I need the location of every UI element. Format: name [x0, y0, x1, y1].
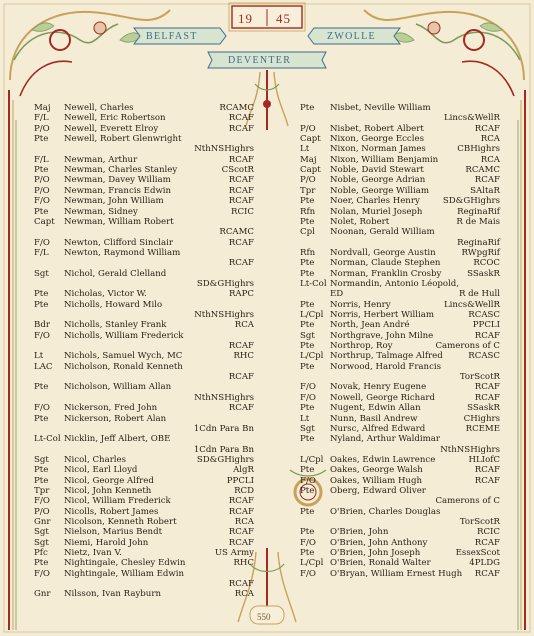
entry-rank: Sgt: [300, 423, 315, 434]
entry-unit: SAltaR: [470, 185, 500, 196]
entry-unit: SD&GHighrs: [442, 196, 500, 207]
entry-unit: SSaskR: [467, 268, 500, 279]
entry-name: Nicol, William Frederick: [64, 496, 171, 507]
entry-unit: RCAF: [228, 196, 254, 207]
entry-unit: ReginaRif: [457, 206, 500, 217]
entry-name: Newman, Sidney: [64, 206, 138, 217]
entry-name: Norman, Franklin Crosby: [330, 268, 442, 279]
entry-name: Nicholls, Stanley Frank: [64, 320, 167, 331]
entry-name: Norwood, Harold Francis: [330, 361, 442, 372]
entry-name: Nunn, Basil Andrew: [330, 413, 418, 424]
entry-name: O'Brien, John: [330, 527, 389, 538]
entry-unit: RCA: [234, 320, 254, 331]
entry-rank: Tpr: [300, 185, 316, 196]
entry-name: Nolan, Muriel Joseph: [330, 206, 423, 217]
entry-unit: RCA: [234, 517, 254, 527]
year-right: 45: [276, 11, 291, 26]
entry-name: Nicholls, William Frederick: [64, 330, 184, 341]
entry-unit: RCAF: [474, 382, 500, 393]
entry-rank: Maj: [300, 154, 317, 165]
entry-unit: RCAF: [474, 465, 500, 476]
entry-name: Normandin, Antonio Léopold,: [330, 278, 460, 289]
entry-unit: RCIC: [476, 527, 500, 538]
entry-rank: Bdr: [34, 320, 50, 331]
entry-unit: NthNSHighrs: [194, 392, 254, 403]
entry-rank: Pte: [300, 196, 315, 207]
roll-entry: [300, 435, 500, 445]
entry-unit: RCAF: [474, 175, 500, 186]
entry-rank: L/Cpl: [300, 351, 324, 362]
entry-unit: RCAF: [228, 496, 254, 507]
entry-unit: RCASC: [468, 351, 500, 362]
entry-name: Nicol, Charles: [64, 454, 127, 465]
entry-rank: Pte: [34, 165, 49, 176]
entry-rank: P/O: [34, 185, 50, 196]
entry-rank: Pte: [300, 527, 315, 538]
entry-name: Norman, Claude Stephen: [330, 258, 441, 269]
roll-entry: [34, 570, 254, 580]
entry-name: Nightingale, Chesley Edwin: [64, 558, 186, 569]
entry-unit: RCAF: [228, 506, 254, 517]
roll-entry: [34, 228, 254, 238]
entry-rank: P/O: [34, 123, 50, 134]
entry-name: Noble, George William: [330, 185, 429, 196]
entry-unit: R de Mais: [456, 216, 500, 227]
entry-rank: F/O: [34, 568, 50, 579]
entry-name: Nowell, George Richard: [330, 392, 435, 403]
year-left: 19: [238, 11, 253, 26]
entry-rank: Tpr: [34, 485, 50, 496]
entry-rank: Lt: [300, 144, 310, 155]
entry-name: Oakes, Edwin Lawrence: [330, 454, 436, 465]
entry-unit: CScotR: [221, 165, 254, 176]
entry-rank: LAC: [34, 361, 53, 372]
entry-rank: Capt: [34, 216, 55, 227]
entry-rank: Pte: [300, 361, 315, 372]
entry-name: Northrup, Talmage Alfred: [330, 351, 443, 362]
entry-unit: 4PLDG: [469, 558, 500, 569]
entry-rank: Maj: [34, 103, 51, 113]
entry-name: Nixon, George Eccles: [330, 134, 424, 145]
entry-unit: NthNSHighrs: [440, 444, 500, 455]
entry-name: Noble, George Adrian: [330, 175, 426, 186]
entry-rank: F/O: [34, 237, 50, 248]
entry-rank: P/O: [300, 175, 316, 186]
entry-unit: RCAF: [474, 330, 500, 341]
entry-unit: ReginaRif: [457, 237, 500, 248]
entry-rank: Gnr: [34, 589, 51, 600]
banner-city-right: ZWOLLE: [327, 31, 376, 42]
entry-name: Newell, Eric Robertson: [64, 113, 166, 124]
entry-name: Newell, Everett Elroy: [64, 123, 159, 134]
entry-unit: 1Cdn Para Bn: [193, 444, 254, 455]
entry-unit: RCAF: [474, 123, 500, 134]
entry-unit: RCAF: [228, 185, 254, 196]
entry-unit: RCAF: [228, 175, 254, 186]
entry-unit: RCAMC: [465, 165, 500, 176]
entry-name: Nightingale, William Edwin: [64, 568, 185, 579]
roll-entry: [34, 249, 254, 259]
roll-entry: [300, 228, 500, 238]
entry-rank: Pte: [300, 258, 315, 269]
entry-name: Newell, Charles: [64, 103, 134, 113]
entry-name: Noonan, Gerald William: [330, 227, 435, 238]
entry-name: Newton, Clifford Sinclair: [64, 237, 173, 248]
entry-unit: NthNSHighrs: [194, 310, 254, 320]
entry-unit: RCAF: [228, 537, 254, 548]
entry-rank: Pte: [34, 382, 49, 393]
entry-unit: SSaskR: [467, 403, 500, 414]
entry-rank: Sgt: [34, 527, 49, 538]
entry-rank: Pte: [300, 403, 315, 414]
entry-unit: SD&GHighrs: [196, 454, 254, 465]
banner-city-center: DEVENTER: [228, 55, 292, 66]
entry-name: Newman, Davey William: [64, 175, 171, 186]
entry-unit: Camerons of C: [435, 496, 500, 507]
entry-unit: RCAMC: [219, 103, 254, 113]
entry-name: O'Brien, John Joseph: [330, 548, 421, 559]
entry-unit: RCEME: [465, 423, 500, 434]
entry-rank: F/O: [300, 537, 316, 548]
entry-name: Northrop, Roy: [330, 341, 393, 352]
entry-rank: P/O: [34, 175, 50, 186]
entry-unit: RCAF: [228, 258, 254, 269]
roll-entry: [34, 590, 254, 600]
entry-unit: RCAF: [228, 579, 254, 590]
entry-name: Nicol, John Kenneth: [64, 485, 152, 496]
entry-name: Nicolson, Kenneth Robert: [64, 517, 177, 527]
entry-unit: RCIC: [230, 206, 254, 217]
entry-unit: HLIofC: [468, 454, 500, 465]
entry-unit: RCAF: [228, 154, 254, 165]
entry-rank: Rfn: [300, 206, 316, 217]
entry-rank: Pte: [300, 216, 315, 227]
entry-rank: Lt: [34, 351, 44, 362]
entry-rank: Gnr: [34, 517, 51, 527]
entry-unit: Lincs&WellR: [443, 113, 500, 124]
entry-name: Oakes, George Walsh: [330, 465, 423, 476]
entry-unit: EssexScot: [455, 548, 500, 559]
entry-name: Niemi, Harold John: [64, 537, 149, 548]
entry-rank: Capt: [300, 134, 321, 145]
entry-name: Newman, William Robert: [64, 216, 174, 227]
entry-unit: RCAF: [228, 123, 254, 134]
entry-unit: RCAF: [228, 237, 254, 248]
entry-unit: RCAF: [474, 568, 500, 579]
entry-unit: RAPC: [228, 289, 254, 300]
entry-unit: RCA: [480, 154, 500, 165]
entry-name: Nugent, Edwin Allan: [330, 403, 421, 414]
roll-entry: [34, 404, 254, 414]
entry-unit: TorScotR: [459, 517, 500, 527]
entry-name: Nyland, Arthur Waldimar: [330, 434, 441, 445]
entry-rank: F/O: [34, 196, 50, 207]
roll-entry: [34, 435, 254, 445]
entry-rank: Rfn: [300, 247, 316, 258]
entry-unit: RCAF: [228, 372, 254, 383]
entry-rank: Pte: [34, 206, 49, 217]
entry-unit: RCAMC: [219, 227, 254, 238]
entry-unit: PPCLI: [472, 320, 500, 331]
entry-unit: Camerons of C: [435, 341, 500, 352]
entry-name: Nielson, Marius Bendt: [64, 527, 163, 538]
entry-rank: Capt: [300, 165, 321, 176]
entry-rank: Pte: [34, 465, 49, 476]
entry-name: Nicolls, Robert James: [64, 506, 159, 517]
entry-name: Noer, Charles Henry: [330, 196, 420, 207]
entry-rank: F/L: [34, 247, 49, 258]
entry-name: Nietz, Ivan V.: [64, 548, 122, 559]
entry-rank: Pte: [34, 134, 49, 145]
entry-rank: Pte: [34, 558, 49, 569]
roll-entry: [300, 197, 500, 207]
entry-rank: F/O: [300, 382, 316, 393]
entry-rank: F/O: [34, 330, 50, 341]
entry-unit: RCAF: [474, 475, 500, 486]
entry-name: Nickerson, Robert Alan: [64, 413, 167, 424]
entry-unit: US Army: [214, 548, 254, 559]
entry-name: O'Bryan, William Ernest Hugh: [330, 568, 463, 579]
entry-name: Noble, David Stewart: [330, 165, 424, 176]
entry-unit: PPCLI: [226, 475, 254, 486]
entry-rank: P/O: [34, 506, 50, 517]
roll-entry: [34, 197, 254, 207]
entry-unit: RCASC: [468, 310, 500, 320]
entry-unit: RCA: [234, 589, 254, 600]
banner-city-left: BELFAST: [146, 31, 198, 42]
entry-name: Newman, Arthur: [64, 154, 138, 165]
entry-name: Nolet, Robert: [330, 216, 390, 227]
entry-unit: RCAF: [228, 403, 254, 414]
entry-name: Nicklin, Jeff Albert, OBE: [64, 434, 171, 445]
entry-name: Nisbet, Robert Albert: [330, 123, 424, 134]
entry-rank: Sgt: [34, 268, 49, 279]
entry-unit: RHC: [233, 558, 254, 569]
entry-rank: Pte: [300, 485, 315, 496]
page-number: 550: [257, 612, 271, 622]
entry-rank: Pte: [300, 103, 315, 113]
entry-name: Northgrave, John Milne: [330, 330, 434, 341]
entry-rank: F/O: [300, 392, 316, 403]
entry-unit: CHighrs: [463, 413, 500, 424]
entry-name: Nickerson, Fred John: [64, 403, 158, 414]
entry-name: Nicol, George Alfred: [64, 475, 154, 486]
entry-rank: F/O: [34, 403, 50, 414]
entry-unit: RCD: [234, 485, 254, 496]
entry-name: Norris, Henry: [330, 299, 391, 310]
entry-rank: Pte: [34, 299, 49, 310]
roll-entry: [34, 363, 254, 373]
entry-unit: R de Hull: [458, 289, 500, 300]
entry-rank: F/O: [34, 496, 50, 507]
entry-unit: RCA: [480, 134, 500, 145]
entry-name: Nordvall, George Austin: [330, 247, 436, 258]
entry-unit: SD&GHighrs: [196, 278, 254, 289]
entry-name: O'Brien, Charles Douglas: [330, 506, 441, 517]
entry-rank: Lt: [300, 413, 310, 424]
entry-rank: Sgt: [34, 454, 49, 465]
entry-rank: Pte: [300, 506, 315, 517]
entry-name: Nicholas, Victor W.: [64, 289, 147, 300]
entry-unit: NthNSHighrs: [194, 144, 254, 155]
entry-rank: Pte: [34, 475, 49, 486]
entry-rank: P/O: [300, 123, 316, 134]
entry-name: Newell, Robert Glenwright: [64, 134, 182, 145]
entry-name: Oberg, Edward Oliver: [330, 485, 426, 496]
entry-name: Newman, Charles Stanley: [64, 165, 178, 176]
entry-rank: Pte: [300, 434, 315, 445]
entry-name: Newton, Raymond William: [64, 247, 181, 258]
entry-rank: F/L: [34, 113, 49, 124]
entry-name: North, Jean André: [330, 320, 410, 331]
entry-rank: L/Cpl: [300, 558, 324, 569]
entry-rank: Sgt: [34, 537, 49, 548]
entry-rank: Lt-Col: [34, 434, 61, 445]
entry-name: Nicholls, Howard Milo: [64, 299, 163, 310]
entry-rank: Pte: [34, 289, 49, 300]
entry-unit: AlgR: [233, 465, 254, 476]
entry-name: O'Brien, Ronald Walter: [330, 558, 431, 569]
entry-rank: F/O: [300, 475, 316, 486]
roll-entry: [34, 332, 254, 342]
entry-unit: 1Cdn Para Bn: [193, 423, 254, 434]
entry-name: O'Brien, John Anthony: [330, 537, 428, 548]
entry-unit: RCAF: [474, 392, 500, 403]
entry-unit: RWpgRif: [461, 247, 500, 258]
entry-rank: F/L: [34, 154, 49, 165]
entry-name: Nixon, Norman James: [330, 144, 426, 155]
entry-rank: Pfc: [34, 548, 48, 559]
entry-unit: RCAF: [474, 537, 500, 548]
entry-unit: RCAF: [228, 527, 254, 538]
entry-rank: F/O: [300, 568, 316, 579]
entry-name: Newman, John William: [64, 196, 164, 207]
entry-unit: TorScotR: [459, 372, 500, 383]
entry-rank: Pte: [300, 548, 315, 559]
entry-name: Nisbet, Neville William: [330, 103, 431, 113]
entry-rank: Pte: [300, 320, 315, 331]
entry-unit: RCAF: [228, 341, 254, 352]
roll-entry: [300, 570, 500, 580]
entry-rank: Pte: [300, 465, 315, 476]
entry-name: Nicol, Earl Lloyd: [64, 465, 138, 476]
entry-name: Nixon, William Benjamin: [330, 154, 439, 165]
entry-rank: Cpl: [300, 227, 315, 238]
entry-unit: RCAF: [228, 113, 254, 124]
entry-unit: RHC: [233, 351, 254, 362]
entry-rank: Lt-Col: [300, 278, 327, 289]
entry-name: ED: [330, 289, 344, 300]
entry-rank: Sgt: [300, 330, 315, 341]
entry-rank: Pte: [34, 413, 49, 424]
entry-name: Nicholson, William Allan: [64, 382, 172, 393]
entry-name: Nichols, Samuel Wych, MC: [64, 351, 183, 362]
entry-name: Oakes, William Hugh: [330, 475, 423, 486]
entry-name: Nicholson, Ronald Kenneth: [64, 361, 183, 372]
entry-name: Novak, Henry Eugene: [330, 382, 427, 393]
roll-entry: [300, 404, 500, 414]
entry-rank: L/Cpl: [300, 310, 324, 320]
entry-name: Nursc, Alfred Edward: [330, 423, 426, 434]
entry-rank: Pte: [300, 341, 315, 352]
entry-name: Nilsson, Ivan Rayburn: [64, 589, 161, 600]
entry-rank: Pte: [300, 299, 315, 310]
entry-unit: RCOC: [473, 258, 500, 269]
entry-rank: Pte: [300, 268, 315, 279]
entry-name: Norris, Herbert William: [330, 310, 435, 320]
entry-name: Newman, Francis Edwin: [64, 185, 172, 196]
entry-name: Nichol, Gerald Clelland: [64, 268, 167, 279]
entry-rank: L/Cpl: [300, 454, 324, 465]
entry-unit: Lincs&WellR: [443, 299, 500, 310]
entry-unit: CBHighrs: [457, 144, 500, 155]
